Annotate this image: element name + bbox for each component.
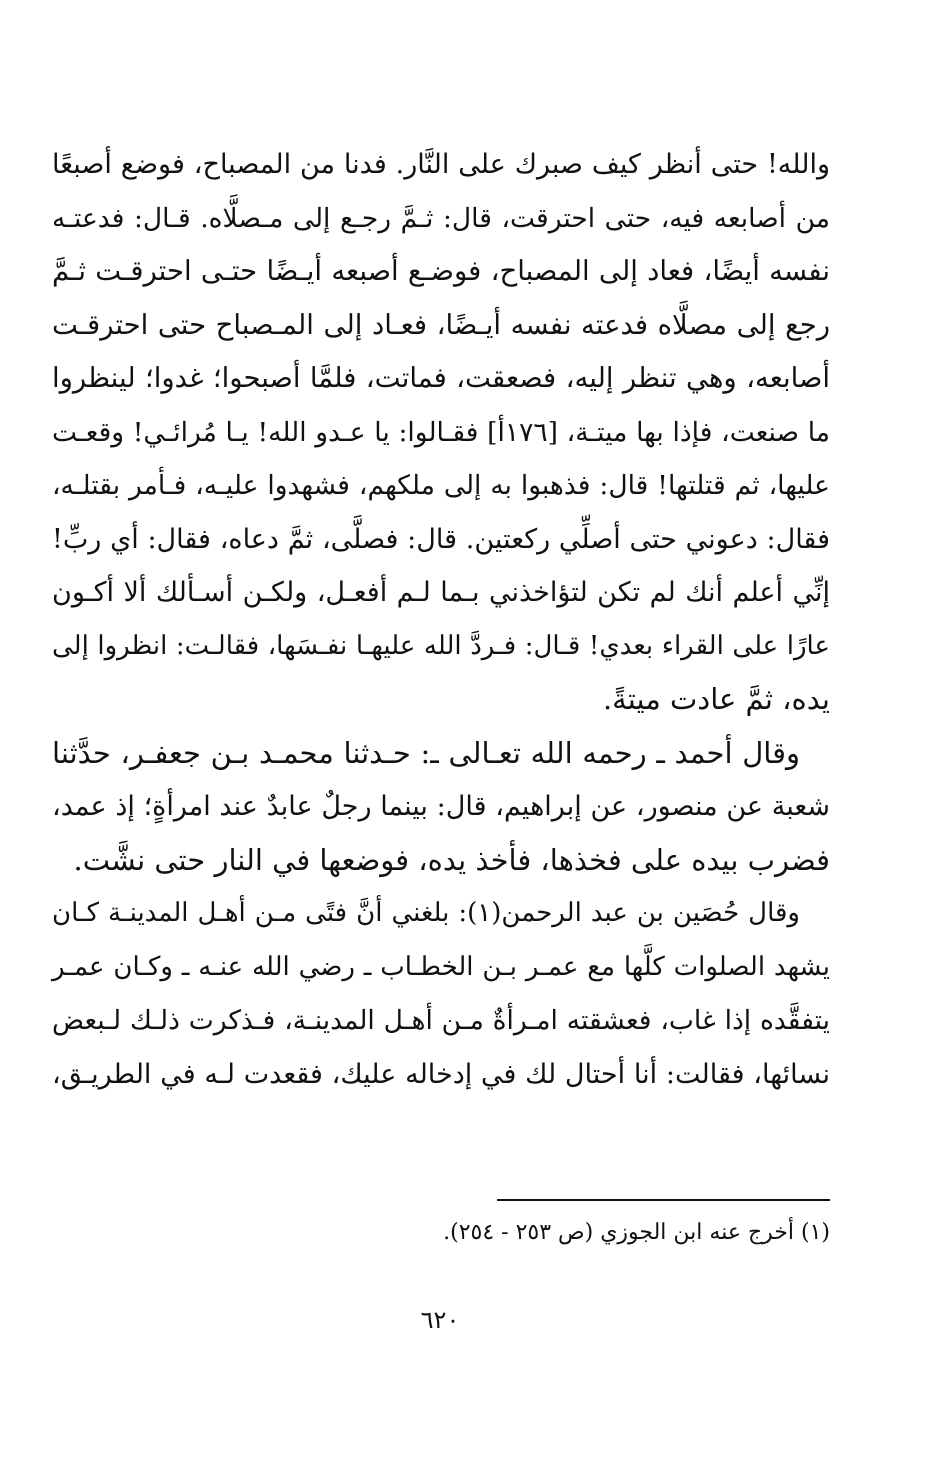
text-line: من أصابعه فيه، حتى احترقت، قال: ثـمَّ رجـع إلى مـصلَّاه. قـال: فدعتـه <box>52 202 830 234</box>
text-line: نسائها، فقالت: أنا أحتال لك في إدخاله عليك، فقعدت لـه في الطريـق، <box>52 1058 830 1090</box>
text-line: أصابعه، وهي تنظر إليه، فصعقت، فماتت، فلمَّا أصبحوا؛ غدوا؛ لينظروا <box>52 362 830 394</box>
text-line: عارًا على القراء بعدي! قـال: فـردَّ الله عليهـا نفـسَها، فقالـت: انظروا إلى <box>52 630 830 661</box>
text-line: والله! حتى أنظر كيف صبرك على النَّار. فدنا من المصباح، فوضع أصبعًا <box>52 149 830 180</box>
page-number: ٦٢٠ <box>420 1306 460 1334</box>
paragraph-2 <box>52 727 830 888</box>
text-line: يشهد الصلوات كلَّها مع عمـر بـن الخطـاب ـ رضي الله عنـه ـ وكـان عمـر <box>52 951 830 982</box>
footnote-divider <box>497 1199 830 1201</box>
text-line: ما صنعت، فإذا بها ميتـة، [١٧٦أ] فقـالوا: يا عـدو الله! يـا مُرائـي! وقعـت <box>52 416 830 448</box>
text-line: نفسه أيضًا، فعاد إلى المصباح، فوضـع أصبعه أيـضًا حتـى احترقـت ثـمَّ <box>52 255 830 287</box>
text-line: فضرب بيده على فخذها، فأخذ يده، فوضعها في النار حتى نشَّت. <box>73 842 830 877</box>
text-line: وقال حُصَين بن عبد الرحمن(١): بلغني أنَّ فتًى مـن أهـل المدينـة كـان <box>52 898 800 928</box>
text-line: يده، ثمَّ عادت ميتةً. <box>602 682 830 716</box>
text-line: إنِّي أعلم أنك لم تكن لتؤاخذني بـما لـم أفعـل، ولكـن أسـألك ألا أكـون <box>52 577 830 608</box>
text-line: عليها، ثم قتلتها! قال: فذهبوا به إلى ملكهم، فشهدوا عليـه، فـأمر بقتلـه، <box>52 470 830 501</box>
text-line: شعبة عن منصور، عن إبراهيم، قال: بينما رجلٌ عابدٌ عند امرأةٍ؛ إذ عمد، <box>52 791 830 822</box>
page-body <box>52 138 830 1101</box>
text-line: فقال: دعوني حتى أصلِّي ركعتين. قال: فصلَّى، ثمَّ دعاه، فقال: أي ربِّ! <box>52 523 830 555</box>
text-line: وقال أحمد ـ رحمه الله تعـالى ـ: حـدثنا محمـد بـن جعفـر، حدَّثنا <box>52 735 800 770</box>
footnote: (١) أخرج عنه ابن الجوزي (ص ٢٥٣ - ٢٥٤). <box>443 1220 830 1245</box>
paragraph-3 <box>52 887 830 1101</box>
paragraph-1 <box>52 138 830 727</box>
text-line: يتفقَّده إذا غاب، فعشقته امـرأةٌ مـن أهـل المدينـة، فـذكرت ذلـك لـبعض <box>52 1005 830 1036</box>
text-line: رجع إلى مصلَّاه فدعته نفسه أيـضًا، فعـاد إلى المـصباح حتى احترقـت <box>52 308 830 341</box>
